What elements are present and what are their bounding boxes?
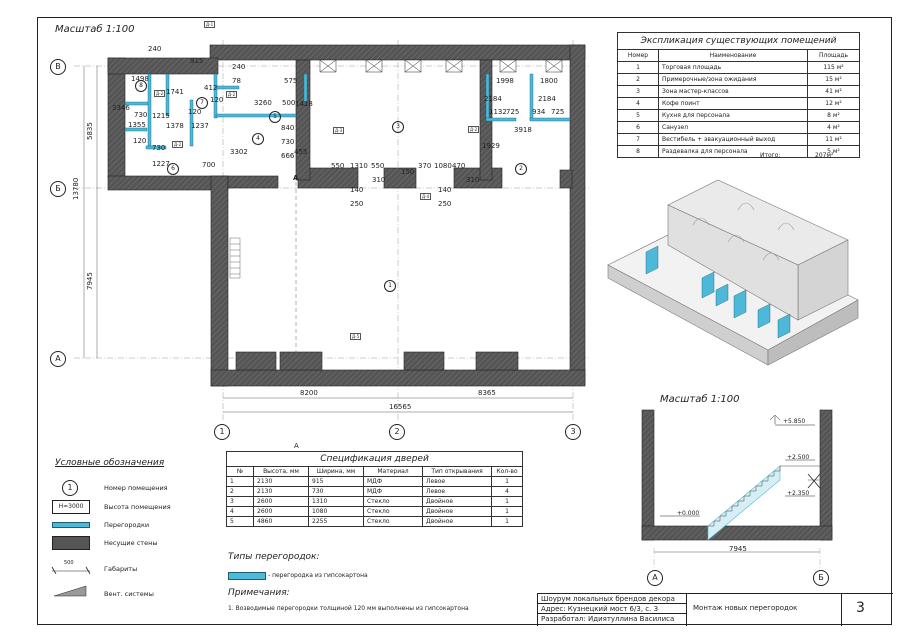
cell: 8 м²: [808, 110, 860, 122]
col-header: Ширина, мм: [309, 467, 364, 477]
dim-label: 730: [134, 111, 148, 119]
dim-label: 1418: [295, 100, 313, 108]
room-number: 1: [384, 280, 396, 292]
dim-label: 2184: [538, 95, 556, 103]
isometric-view: [598, 170, 870, 385]
cell: Вестибель + эвакуационный выход: [659, 134, 808, 146]
dim-label: 575: [284, 77, 298, 85]
cell: 6: [618, 122, 659, 134]
cell: 4860: [254, 517, 309, 527]
room-number: 2: [515, 163, 527, 175]
table-row: [227, 507, 523, 517]
dim-label: 550: [371, 162, 385, 170]
dim-label: 3302: [230, 148, 248, 156]
table-row: [618, 74, 860, 86]
cell: Стекло: [364, 497, 423, 507]
cell: Раздевалка для персонала: [659, 146, 808, 158]
partition-type-swatch: [228, 572, 266, 580]
cell: 2: [227, 487, 254, 497]
door-tag: Д-5: [352, 334, 360, 339]
dim-label: 840: [281, 124, 295, 132]
cell: 4 м²: [808, 122, 860, 134]
dim-label: 310: [372, 176, 386, 184]
dim-label: 550: [331, 162, 345, 170]
cell: МДФ: [364, 487, 423, 497]
stamp-project: Шоурум локальных брендов декора: [538, 594, 686, 604]
table-row: [618, 110, 860, 122]
dim-label: 120: [188, 108, 202, 116]
cell: 12 м²: [808, 98, 860, 110]
explication-total-value: 207м²: [815, 152, 834, 159]
cell: Санузел: [659, 122, 808, 134]
col-header: Номер: [618, 50, 659, 62]
dim-bottom-total: 16565: [389, 403, 412, 411]
section-level: +2.500: [787, 454, 810, 461]
section-cut-label: А: [294, 442, 299, 450]
cell: 2: [618, 74, 659, 86]
cell: 115 м²: [808, 62, 860, 74]
col-header: №: [227, 467, 254, 477]
legend-wall-swatch: [52, 536, 90, 550]
partition-type-label: - перегородка из гипсокартона: [268, 572, 368, 579]
dim-label: 370: [418, 162, 432, 170]
section-cut-label-top: А: [293, 174, 299, 182]
cell: 1: [492, 497, 523, 507]
dim-label: 915: [190, 57, 204, 65]
explication-total-label: Итого:: [760, 152, 781, 159]
col-header: Наименование: [659, 50, 808, 62]
legend-item: Высота помещения: [104, 503, 171, 511]
cell: Левое: [423, 487, 492, 497]
col-header: Площадь: [808, 50, 860, 62]
notes-title: Примечания:: [228, 588, 290, 598]
cell: 1: [492, 507, 523, 517]
legend-height-symbol: H=3000: [52, 500, 90, 514]
cell: Зона мастер-классов: [659, 86, 808, 98]
dim-label: 934: [532, 108, 546, 116]
dim-label: 240: [232, 63, 246, 71]
dim-label: 1310: [350, 162, 368, 170]
dim-bottom-1: 8200: [300, 389, 318, 397]
door-tag: Д-2: [174, 142, 182, 147]
axis-row-v: В: [50, 59, 66, 75]
cell: 5: [227, 517, 254, 527]
door-spec-title: Спецификация дверей: [227, 452, 523, 467]
col-header: Материал: [364, 467, 423, 477]
stamp-sheet-title: Монтаж новых перегородок: [693, 604, 798, 612]
section-level: +0.000: [677, 510, 700, 517]
legend-item: Вент. системы: [104, 590, 154, 598]
table-row: [618, 122, 860, 134]
legend-item: Перегородки: [104, 521, 150, 529]
dim-label: 250: [438, 200, 452, 208]
dim-label: 1080: [434, 162, 452, 170]
dim-label: 310: [466, 176, 480, 184]
dim-label: 455: [294, 148, 308, 156]
dim-label: 250: [350, 200, 364, 208]
dim-label: 725: [551, 108, 565, 116]
legend-partition-swatch: [52, 522, 90, 528]
cell: 11 м²: [808, 134, 860, 146]
dim-label: 3346: [112, 104, 130, 112]
axis-col-2: 2: [389, 424, 405, 440]
table-row: [227, 497, 523, 507]
partition-types-title: Типы перегородок:: [228, 552, 320, 562]
legend-room-symbol: 1: [62, 480, 78, 496]
legend-item: Габариты: [104, 565, 138, 573]
explication-title: Экспликация существующих помещений: [618, 33, 860, 50]
dim-label: 120: [133, 137, 147, 145]
cell: 2600: [254, 507, 309, 517]
axis-row-b: Б: [50, 181, 66, 197]
dim-label: 140: [350, 186, 364, 194]
floor-plan: [40, 20, 600, 450]
room-number: 8: [135, 80, 147, 92]
room-number: 6: [167, 163, 179, 175]
cell: Торговая площадь: [659, 62, 808, 74]
cell: МДФ: [364, 477, 423, 487]
dim-label: 1132: [489, 108, 507, 116]
legend-item: Номер помещения: [104, 484, 168, 492]
dim-label: 1800: [540, 77, 558, 85]
cell: Двойное: [423, 507, 492, 517]
room-number: 4: [252, 133, 264, 145]
door-tag: Д-3: [335, 128, 343, 133]
dim-label: 240: [148, 45, 162, 53]
dim-label: 78: [232, 77, 241, 85]
dim-label: 1378: [166, 122, 184, 130]
cell: Стекло: [364, 517, 423, 527]
dim-label: 120: [210, 96, 224, 104]
cell: 1: [618, 62, 659, 74]
dim-label: 1355: [128, 121, 146, 129]
cell: 1: [492, 477, 523, 487]
dim-label: 2184: [484, 95, 502, 103]
door-tag: Д-1: [206, 22, 214, 27]
cell: Примерочные/зона ожидания: [659, 74, 808, 86]
cell: Двойное: [423, 517, 492, 527]
dim-top-seg: 5835: [86, 122, 94, 140]
cell: 41 м²: [808, 86, 860, 98]
col-header: Кол-во: [492, 467, 523, 477]
legend-title: Условные обозначения: [55, 458, 165, 468]
dim-label: 470: [452, 162, 466, 170]
table-row: [618, 134, 860, 146]
dim-label: 730: [281, 138, 295, 146]
dim-overall: 13780: [72, 177, 80, 200]
dim-label: 730: [152, 144, 166, 152]
dim-bottom-2: 8365: [478, 389, 496, 397]
door-tag: Д-2: [228, 92, 236, 97]
cell: Кухня для персонала: [659, 110, 808, 122]
cell: 915: [309, 477, 364, 487]
cell: 2600: [254, 497, 309, 507]
room-number: 5: [269, 111, 281, 123]
notes-item: 1. Возводимые перегородки толщиной 120 мм выполнены из гипсокартона: [228, 605, 469, 612]
door-tag: Д-2: [156, 91, 164, 96]
section-level: +5.850: [783, 418, 806, 425]
cell: 1: [492, 517, 523, 527]
dim-label: 3260: [254, 99, 272, 107]
table-row: [227, 477, 523, 487]
stamp-author: Разработал: Идиятуллина Василиса: [541, 615, 675, 623]
title-block: [537, 593, 893, 626]
legend-item: Несущие стены: [104, 539, 158, 547]
cell: 4: [618, 98, 659, 110]
dim-label: 1227: [152, 160, 170, 168]
dim-label: 500: [282, 99, 296, 107]
dim-label: 1237: [191, 122, 209, 130]
cell: 2130: [254, 487, 309, 497]
axis-row-a: А: [50, 351, 66, 367]
dim-label: 3918: [514, 126, 532, 134]
cell: 8: [618, 146, 659, 158]
room-number: 3: [392, 121, 404, 133]
section-width: 7945: [729, 545, 747, 553]
stamp-address: Адрес: Кузнецкий мост 6/3, с. 3: [538, 604, 686, 614]
cell: 1: [227, 477, 254, 487]
dim-label: 700: [202, 161, 216, 169]
door-tag: Д-4: [422, 194, 430, 199]
table-row: [227, 517, 523, 527]
cell: 1310: [309, 497, 364, 507]
legend-dim-value: 500: [64, 560, 74, 566]
plan-scale-title: Масштаб 1:100: [55, 24, 135, 35]
table-row: [618, 86, 860, 98]
cell: 2130: [254, 477, 309, 487]
stamp-sheet-number: 3: [856, 600, 865, 616]
table-row: [618, 62, 860, 74]
dim-label: 1998: [496, 77, 514, 85]
dim-label: 1929: [482, 142, 500, 150]
dim-label: 150: [401, 168, 415, 176]
dim-label: 1741: [166, 88, 184, 96]
cell: 1080: [309, 507, 364, 517]
dim-label: 412: [204, 84, 218, 92]
section-axis-a: А: [647, 570, 663, 586]
cell: 4: [492, 487, 523, 497]
dim-label: 140: [438, 186, 452, 194]
cell: 3: [618, 86, 659, 98]
col-header: Тип открывания: [423, 467, 492, 477]
col-header: Высота, мм: [254, 467, 309, 477]
cell: 5: [618, 110, 659, 122]
cell: Левое: [423, 477, 492, 487]
dim-label: 725: [506, 108, 520, 116]
cell: Кофе поинт: [659, 98, 808, 110]
cell: 15 м²: [808, 74, 860, 86]
door-spec-table: [226, 451, 523, 527]
cell: 7: [618, 134, 659, 146]
dim-label: 666: [281, 152, 295, 160]
section-scale-title: Масштаб 1:100: [660, 394, 740, 405]
axis-col-1: 1: [214, 424, 230, 440]
legend-vent-symbol: [52, 584, 88, 598]
cell: 5 м²: [808, 146, 860, 158]
cell: 2255: [309, 517, 364, 527]
table-row: [618, 98, 860, 110]
axis-col-3: 3: [565, 424, 581, 440]
door-tag: Д-2: [470, 127, 478, 132]
cell: 4: [227, 507, 254, 517]
section-view: [630, 400, 860, 600]
section-level: +2.350: [787, 490, 810, 497]
table-row: [227, 487, 523, 497]
room-number: 7: [196, 97, 208, 109]
cell: Двойное: [423, 497, 492, 507]
dim-label: 1215: [152, 112, 170, 120]
dim-bottom-seg: 7945: [86, 272, 94, 290]
cell: 730: [309, 487, 364, 497]
section-axis-b: Б: [813, 570, 829, 586]
explication-table: [617, 32, 860, 158]
cell: Стекло: [364, 507, 423, 517]
dim-label: 1498: [131, 75, 149, 83]
cell: 3: [227, 497, 254, 507]
